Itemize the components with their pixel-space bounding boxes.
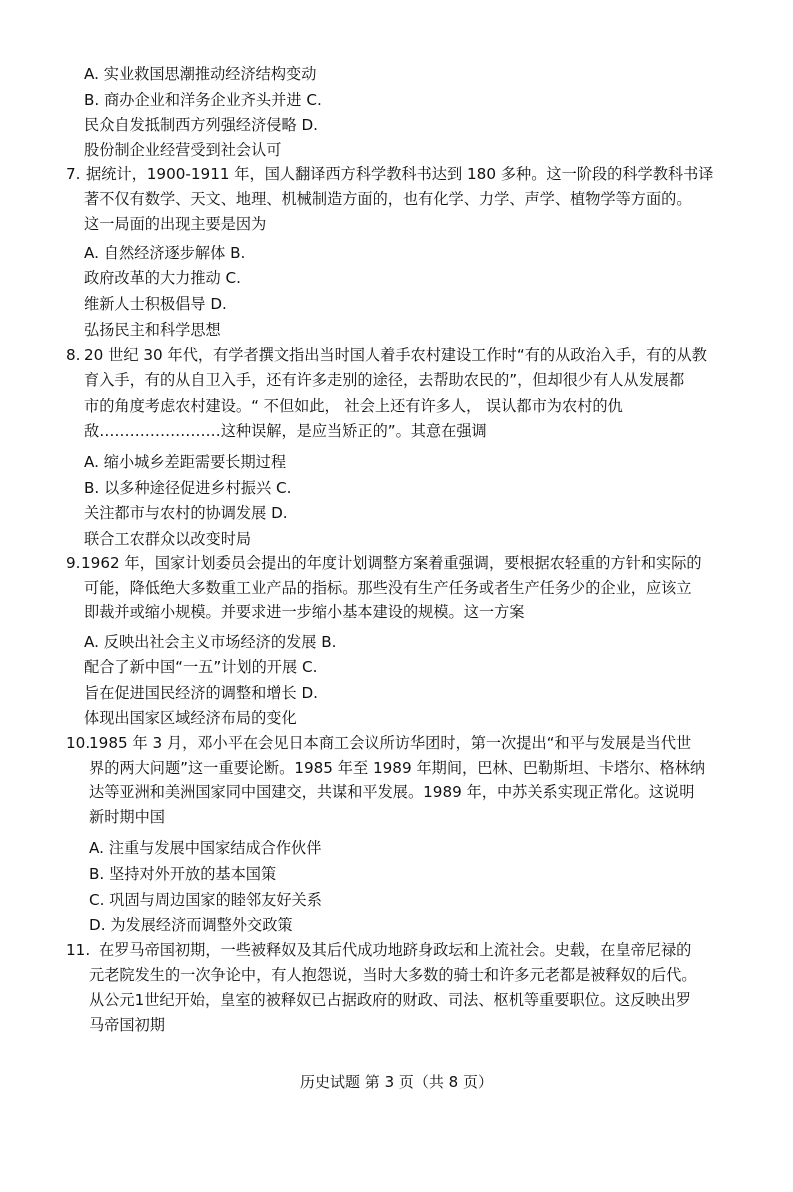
q9-option-b: 配合了新中国“一五”计划的开展 C. (84, 658, 318, 676)
q7-option-a: A. 自然经济逐步解体 B. (84, 244, 246, 262)
q8-stem-line: 敌……………………这种误解，是应当矫正的”。其意在强调 (84, 422, 487, 440)
q8-stem-line: 20 世纪 30 年代，有学者撰文指出当时国人着手农村建设工作时“有的从政治入手，有的从教 (84, 346, 707, 364)
q9-option-d: 体现出国家区域经济布局的变化 (84, 709, 297, 727)
q6-option-c: 民众自发抵制西方列强经济侵略 D. (84, 116, 318, 134)
page-footer: 历史试题 第 3 页（共 8 页） (300, 1073, 493, 1091)
q7-number: 7. (66, 165, 81, 183)
q9-stem-line: 可能，降低绝大多数重工业产品的指标。那些没有生产任务或者生产任务少的企业，应该立 (84, 579, 692, 597)
q9-option-c: 旨在促进国民经济的调整和增长 D. (84, 684, 318, 702)
q10-stem-line: 界的两大问题”这一重要论断。1985 年至 1989 年期间，巴林、巴勒斯坦、卡塔尔、格林纳 (89, 759, 706, 777)
q10-stem-line: 1985 年 3 月，邓小平在会见日本商工会议所访华团时，第一次提出“和平与发展是当代世 (89, 734, 692, 752)
q10-option-b: B. 坚持对外开放的基本国策 (89, 865, 277, 883)
q8-option-d: 联合工农群众以改变时局 (84, 530, 252, 548)
q9-number: 9. (66, 554, 81, 572)
q10-option-c: C. 巩固与周边国家的睦邻友好关系 (89, 891, 322, 909)
q6-option-a: A. 实业救国思潮推动经济结构变动 (84, 65, 317, 83)
q10-stem-line: 新时期中国 (89, 808, 165, 826)
q9-stem-line: 1962 年，国家计划委员会提出的年度计划调整方案着重强调，要根据农轻重的方针和实际的 (81, 554, 702, 572)
q6-option-b: B. 商办企业和洋务企业齐头并进 C. (84, 91, 322, 109)
q8-option-b: B. 以多种途径促进乡村振兴 C. (84, 479, 292, 497)
q9-option-a: A. 反映出社会主义市场经济的发展 B. (84, 633, 337, 651)
q8-option-c: 关注都市与农村的协调发展 D. (84, 504, 288, 522)
q8-stem-line: 育入手，有的从自卫入手，还有许多走别的途径，去帮助农民的”，但却很少有人从发展都 (84, 371, 685, 389)
q8-option-a: A. 缩小城乡差距需要长期过程 (84, 453, 287, 471)
q7-stem-line: 据统计，1900-1911 年，国人翻译西方科学教科书达到 180 多种。这一阶段的科学教科书译 (86, 165, 714, 183)
q7-stem-line: 著不仅有数学、天文、地理、机械制造方面的，也有化学、力学、声学、植物学等方面的。 (84, 190, 692, 208)
q7-option-d: 弘扬民主和科学思想 (84, 321, 221, 339)
q10-option-a: A. 注重与发展中国家结成合作伙伴 (89, 839, 322, 857)
q11-stem-line: 从公元1世纪开始，皇室的被释奴已占据政府的财政、司法、枢机等重要职位。这反映出罗 (89, 991, 691, 1009)
q10-number: 10. (66, 734, 91, 752)
q11-stem-line: 马帝国初期 (89, 1016, 165, 1034)
q10-option-d: D. 为发展经济而调整外交政策 (89, 916, 293, 934)
q6-option-d: 股份制企业经营受到社会认可 (84, 141, 282, 159)
q7-option-c: 维新人士积极倡导 D. (84, 295, 227, 313)
q11-number: 11. (66, 941, 91, 959)
q11-stem-line: 在罗马帝国初期，一些被释奴及其后代成功地跻身政坛和上流社会。史载，在皇帝尼禄的 (99, 941, 692, 959)
q11-stem-line: 元老院发生的一次争论中，有人抱怨说，当时大多数的骑士和许多元老都是被释奴的后代。 (89, 966, 697, 984)
q7-stem-line: 这一局面的出现主要是因为 (84, 215, 267, 233)
q8-number: 8. (66, 346, 81, 364)
q8-stem-line: 市的角度考虑农村建设。“ 不但如此， 社会上还有许多人， 误认都市为农村的仇 (84, 397, 623, 415)
q9-stem-line: 即裁并或缩小规模。并要求进一步缩小基本建设的规模。这一方案 (84, 603, 525, 621)
q7-option-b: 政府改革的大力推动 C. (84, 269, 241, 287)
q10-stem-line: 达等亚洲和美洲国家同中国建交，共谋和平发展。1989 年，中苏关系实现正常化。这说明 (89, 783, 695, 801)
